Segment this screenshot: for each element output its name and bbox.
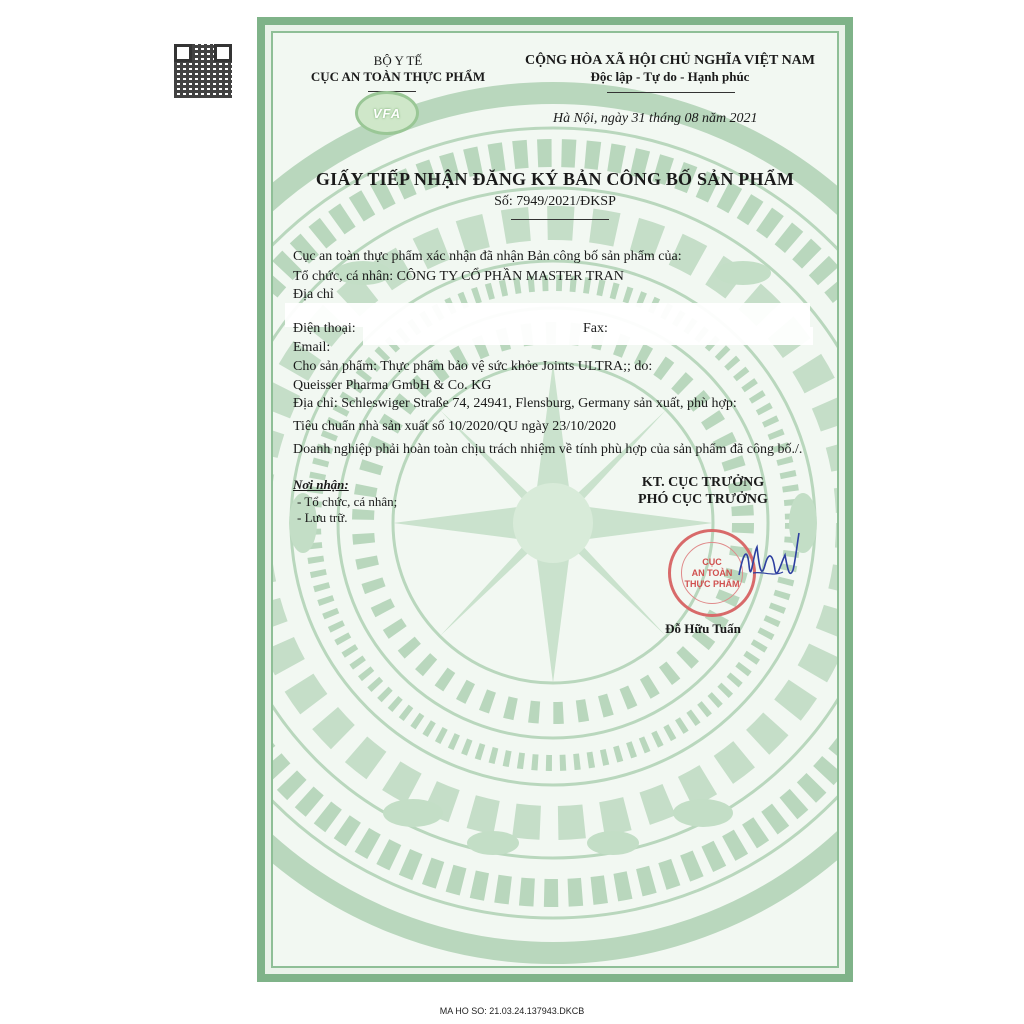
country-name: CỘNG HÒA XÃ HỘI CHỦ NGHĨA VIỆT NAM (524, 53, 815, 68)
vfa-logo: VFA (355, 91, 419, 135)
body-line: Cục an toàn thực phẩm xác nhận đã nhận Bản công bố sản phẩm của: (293, 249, 682, 264)
issue-date: Hà Nội, ngày 31 tháng 08 năm 2021 (553, 111, 758, 126)
divider (511, 219, 609, 220)
signer-subtitle: PHÓ CỤC TRƯỞNG (638, 492, 768, 507)
qr-code (174, 44, 232, 98)
issuer-header (293, 53, 503, 85)
ministry-name: BỘ Y TẾ (373, 53, 423, 68)
document-title: GIẤY TIẾP NHẬN ĐĂNG KÝ BẢN CÔNG BỐ SẢN PHẨM (315, 169, 795, 189)
national-header (505, 53, 835, 85)
product-line: Cho sản phẩm: Thực phẩm bảo vệ sức khỏe Joints ULTRA;; do: (293, 359, 653, 374)
handwritten-signature (733, 525, 803, 595)
organization-line: Tổ chức, cá nhân: CÔNG TY CỔ PHẦN MASTER TRAN (293, 269, 624, 284)
address-label: Địa chỉ (293, 287, 334, 302)
manufacturer-address-line: Địa chỉ: Schleswiger Straße 74, 24941, Flensburg, Germany sản xuất, phù hợp: (293, 396, 737, 411)
stamp-text: THỰC PHẨM (684, 578, 740, 589)
agency-name: CỤC AN TOÀN THỰC PHẨM (310, 69, 486, 84)
motto: Độc lập - Tự do - Hạnh phúc (590, 69, 750, 84)
email-label: Email: (293, 340, 331, 355)
divider (607, 92, 735, 93)
stamp-text: CỤC (702, 556, 722, 567)
recipient-item: - Lưu trữ. (297, 510, 348, 525)
phone-label: Điện thoại: (293, 321, 356, 336)
stamp-text: AN TOÀN (691, 567, 733, 578)
standard-line: Tiêu chuẩn nhà sản xuất số 10/2020/QU ngày 23/10/2020 (293, 419, 617, 434)
certificate-paper (271, 31, 839, 968)
manufacturer-line: Queisser Pharma GmbH & Co. KG (293, 378, 492, 393)
redaction (285, 303, 810, 327)
signer-title: KT. CỤC TRƯỞNG (641, 475, 765, 490)
certificate-frame (257, 17, 853, 982)
recipient-item: - Tổ chức, cá nhân; (297, 494, 398, 509)
responsibility-line: Doanh nghiệp phải hoàn toàn chịu trách nhiệm về tính phù hợp của sản phẩm đã công bố./. (293, 442, 803, 457)
recipients-title: Nơi nhận: (293, 477, 349, 492)
document-number: Số: 7949/2021/ĐKSP (494, 194, 616, 209)
signer-name: Đỗ Hữu Tuấn (665, 621, 741, 636)
fax-label: Fax: (583, 321, 608, 336)
record-code: MA HO SO: 21.03.24.137943.DKCB (439, 1006, 585, 1016)
